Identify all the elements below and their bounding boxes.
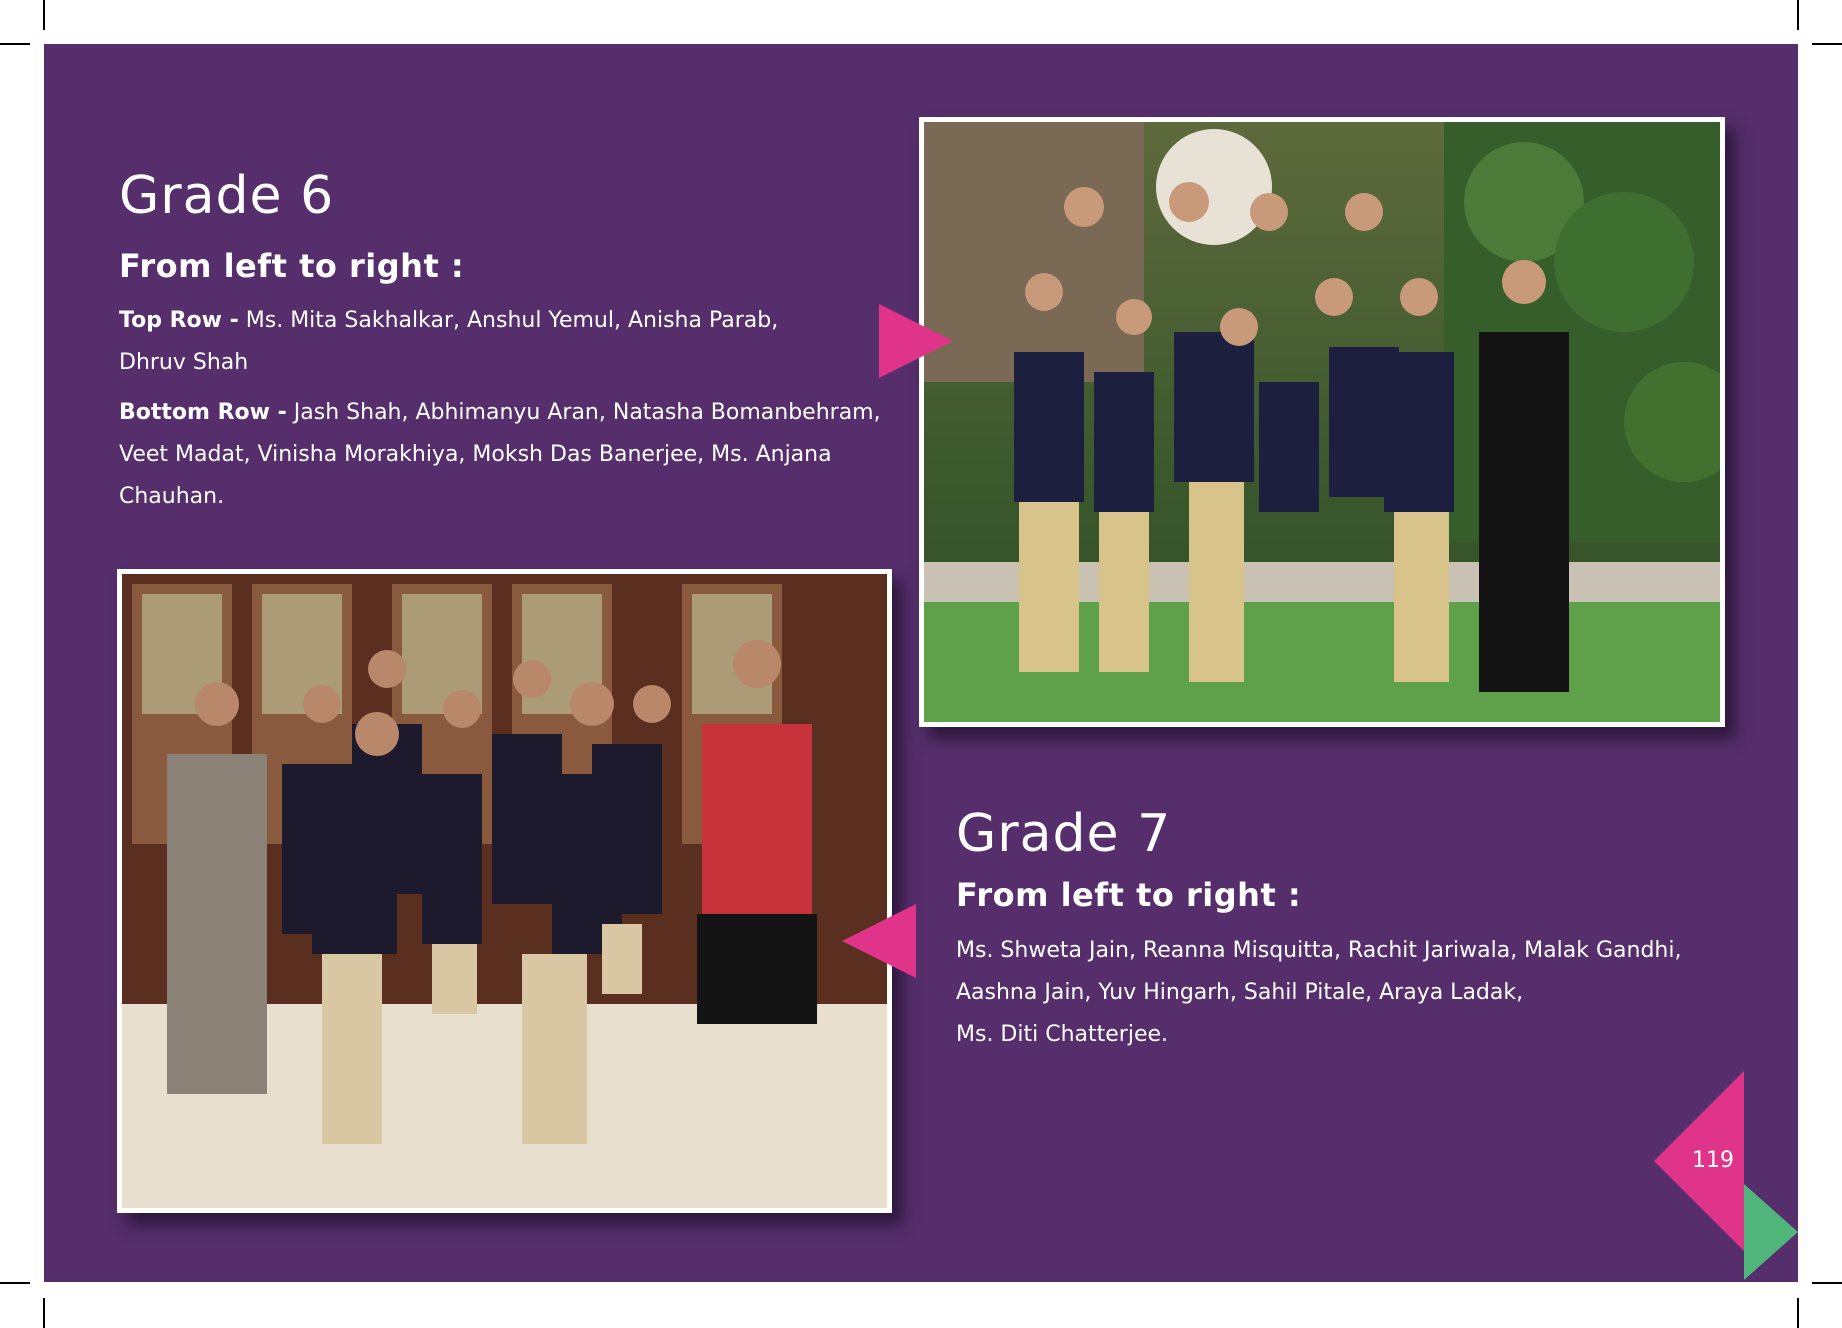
grade6-pointer-triangle-icon xyxy=(879,304,953,378)
grade6-bottom-row-line1 xyxy=(119,392,939,434)
top-row-names-line1: Ms. Mita Sakhalkar, Anshul Yemul, Anisha Parab, xyxy=(238,308,779,333)
grade7-names-line3: Ms. Diti Chatterjee. xyxy=(956,1022,1169,1047)
crop-mark-top-right-h xyxy=(1812,43,1842,45)
page-panel xyxy=(44,44,1798,1282)
grade7-photo-illustration xyxy=(122,574,887,1208)
crop-mark-top-left-h xyxy=(0,43,30,45)
grade6-photo-illustration xyxy=(924,122,1720,722)
top-row-names-line2: Dhruv Shah xyxy=(119,350,249,375)
grade6-title: Grade 6 xyxy=(119,166,335,226)
crop-mark-bottom-right-h xyxy=(1812,1282,1842,1284)
bottom-row-label: Bottom Row - xyxy=(119,400,287,425)
crop-mark-top-right-v xyxy=(1797,0,1799,30)
grade7-subtitle: From left to right : xyxy=(956,876,1302,914)
corner-green-triangle-icon xyxy=(1744,1184,1798,1280)
grade6-subtitle: From left to right : xyxy=(119,247,465,285)
top-row-label: Top Row - xyxy=(119,308,239,333)
grade7-title: Grade 7 xyxy=(956,804,1172,864)
grade6-top-row-caption xyxy=(119,300,899,384)
page-number: 119 xyxy=(1692,1148,1734,1173)
bottom-row-names-line3: Chauhan. xyxy=(119,484,225,509)
crop-mark-bottom-left-v xyxy=(43,1298,45,1328)
crop-mark-bottom-right-v xyxy=(1797,1298,1799,1328)
crop-mark-bottom-left-h xyxy=(0,1282,30,1284)
grade7-names-line1: Ms. Shweta Jain, Reanna Misquitta, Rachit Jariwala, Malak Gandhi, xyxy=(956,938,1682,963)
grade7-names-line2: Aashna Jain, Yuv Hingarh, Sahil Pitale, Araya Ladak, xyxy=(956,980,1524,1005)
bottom-row-names-line2: Veet Madat, Vinisha Morakhiya, Moksh Das Banerjee, Ms. Anjana xyxy=(119,442,832,467)
grade6-top-row-line1 xyxy=(119,300,899,342)
grade7-caption xyxy=(956,930,1776,1056)
bottom-row-names-line1: Jash Shah, Abhimanyu Aran, Natasha Bomanbehram, xyxy=(286,400,881,425)
grade7-group-photo xyxy=(117,569,892,1213)
grade6-bottom-row-caption xyxy=(119,392,939,518)
grade7-pointer-triangle-icon xyxy=(842,904,916,978)
crop-mark-top-left-v xyxy=(43,0,45,30)
grade6-group-photo xyxy=(919,117,1725,727)
